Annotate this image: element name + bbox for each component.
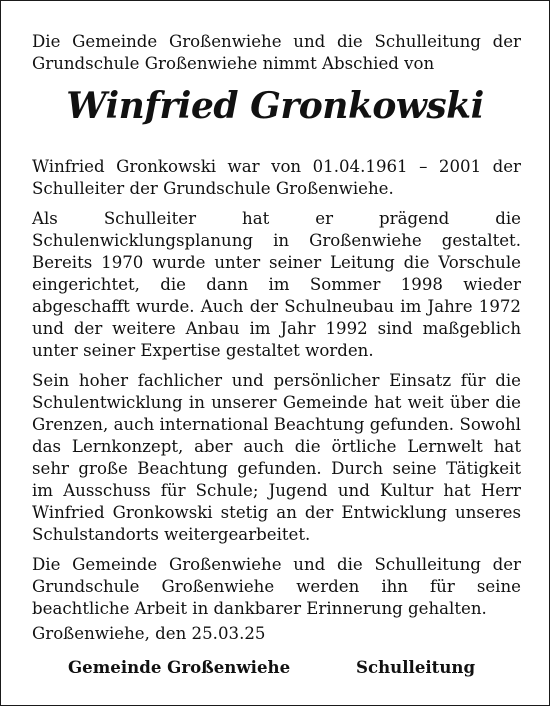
deceased-name: Winfried Gronkowski: [66, 85, 484, 127]
signature-municipality: Gemeinde Großenwiehe: [68, 657, 291, 677]
body-paragraph-1: Winfried Gronkowski war von 01.04.1961 – 2001 der Schulleiter der Grundschule Großenwiehe.: [32, 157, 521, 198]
place-date-line: Großenwiehe, den 25.03.25: [32, 624, 266, 643]
notice-body: [32, 156, 521, 628]
body-paragraph-2: Als Schulleiter hat er prägend die Schulenwicklungsplanung in Großenwiehe gestaltet. Bereits 1970 wurde unter seiner Leitung die Vorschule eingerichtet, die dann im Sommer 1998 wieder abgeschafft wurde. Auch der Schulneubau im Jahre 1972 und der weitere Anbau im Jahr 1992 sind maßgeblich unter seiner Expertise gestaltet worden.: [32, 209, 521, 360]
body-paragraph-3: Sein hoher fachlicher und persönlicher Einsatz für die Schulentwicklung in unserer Gemeinde hat weit über die Grenzen, auch international Beachtung gefunden. Sowohl das Lernkonzept, aber auch die örtliche Lernwelt hat sehr große Beachtung gefunden. Durch seine Tätigkeit im Ausschuss für Schule; Jugend und Kultur hat Herr Winfried Gronkowski stetig an der Entwicklung unseres Schulstandorts weitergearbeitet.: [32, 371, 521, 544]
intro-text: Die Gemeinde Großenwiehe und die Schulleitung der Grundschule Großenwiehe nimmt Abschied von: [32, 32, 521, 73]
body-paragraph-4: Die Gemeinde Großenwiehe und die Schulleitung der Grundschule Großenwiehe werden ihn für seine beachtliche Arbeit in dankbarer Erinnerung gehalten.: [32, 555, 521, 618]
signature-school-management: Schulleitung: [356, 657, 476, 677]
